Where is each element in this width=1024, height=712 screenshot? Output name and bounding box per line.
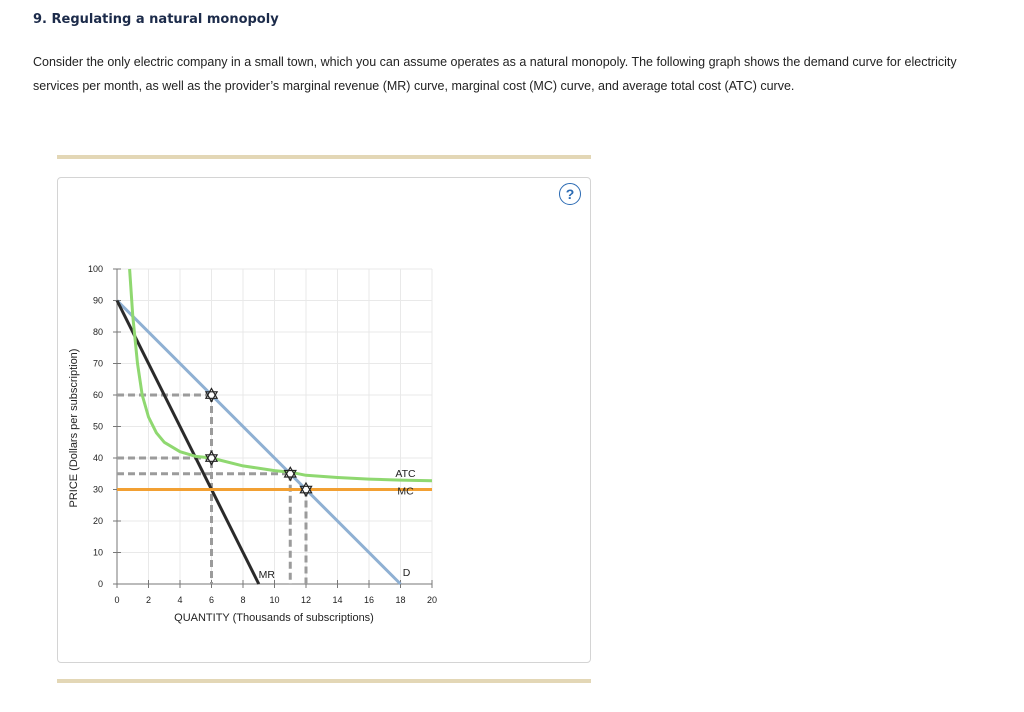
y-tick-label: 10 xyxy=(92,547,103,558)
y-axis-label: PRICE (Dollars per subscription) xyxy=(68,348,80,508)
x-tick-label: 2 xyxy=(145,595,152,605)
y-tick-label: 50 xyxy=(92,421,103,432)
x-tick-label: 16 xyxy=(363,595,375,605)
y-tick-label: 90 xyxy=(92,295,103,306)
x-axis-label: QUANTITY (Thousands of subscriptions) xyxy=(174,612,374,624)
question-intro: Consider the only electric company in a small town, which you can assume operates as a natural monopoly. The following graph shows the demand curve for electricity services per month, as well as the provider’s marginal revenue (MR) curve, marginal cost (MC) curve, and average total cost (ATC) curve. xyxy=(33,55,957,93)
x-tick-label: 6 xyxy=(208,595,215,605)
series-d-line xyxy=(117,301,401,585)
series-atc-label: ATC xyxy=(395,468,416,481)
y-tick-label: 70 xyxy=(92,358,103,369)
y-tick-label: 40 xyxy=(92,453,103,463)
x-tick-label: 8 xyxy=(240,595,246,605)
grid xyxy=(117,269,432,584)
y-tick-label: 80 xyxy=(92,327,103,337)
y-tick-label: 30 xyxy=(92,484,103,495)
series-mr-line xyxy=(117,301,259,585)
y-tick-label: 0 xyxy=(97,579,103,589)
y-tick-label: 20 xyxy=(92,516,103,526)
x-tick-label: 14 xyxy=(332,595,343,605)
series-mc-label: MC xyxy=(397,485,414,498)
help-icon[interactable]: ? xyxy=(559,183,581,205)
x-tick-label: 10 xyxy=(269,595,280,605)
y-tick-label: 100 xyxy=(87,264,103,274)
x-tick-label: 0 xyxy=(114,595,120,605)
series-d-label: D xyxy=(402,567,411,579)
x-tick-label: 18 xyxy=(395,595,406,605)
y-tick-label: 60 xyxy=(92,390,103,400)
x-tick-label: 4 xyxy=(177,595,183,605)
bottom-divider xyxy=(57,679,591,683)
series-mr-label: MR xyxy=(258,569,275,581)
question-title: 9. Regulating a natural monopoly xyxy=(33,12,279,27)
x-tick-label: 20 xyxy=(426,595,438,605)
x-tick-label: 12 xyxy=(300,595,312,605)
